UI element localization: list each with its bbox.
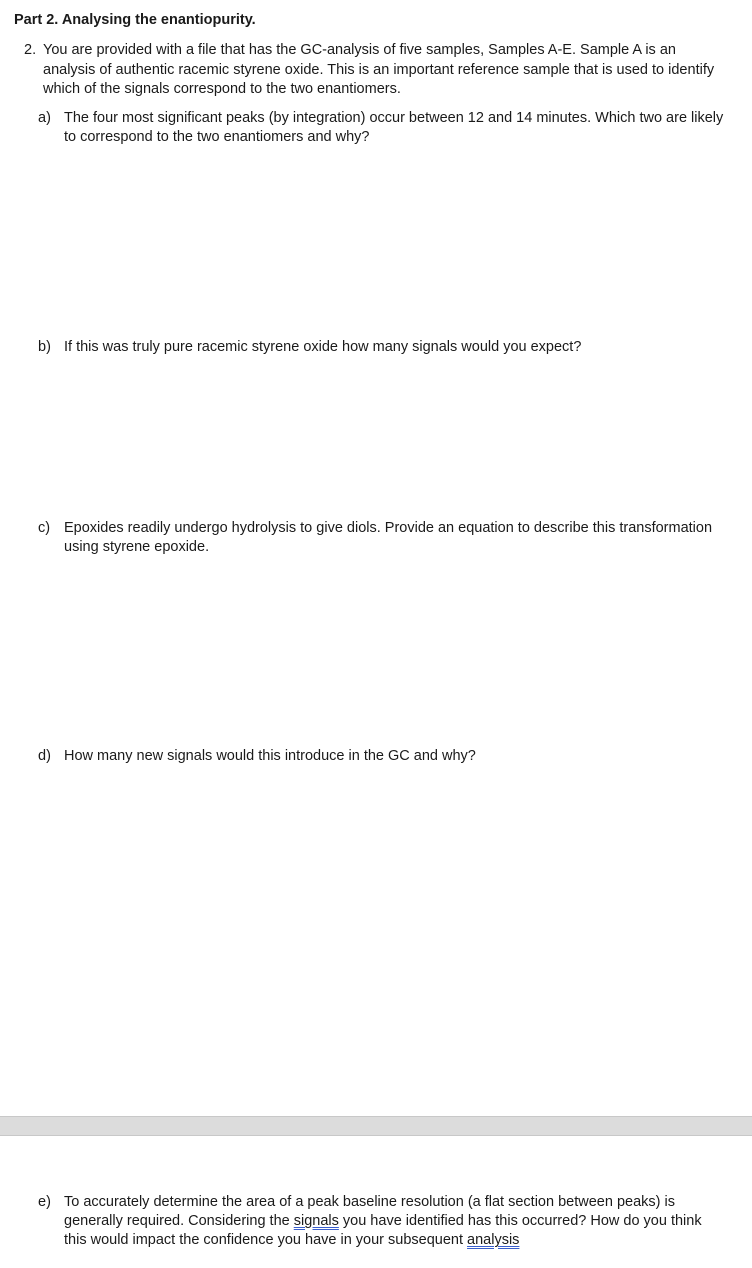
sub-question-text-part-1: To accurately determine the area of a peak baseline resolution (a flat section between peaks) is generally required. Considering the — [64, 1194, 675, 1229]
sub-question-b — [38, 338, 728, 357]
sub-question-text-part-2: you have identified has this occurred? How do you think this would impact the confidence you have in your subsequent — [64, 1213, 702, 1248]
sub-question-letter: b) — [38, 339, 51, 355]
sub-question-text — [64, 1193, 728, 1250]
sub-question-letter: c) — [38, 520, 51, 536]
question-text: You are provided with a file that has the GC-analysis of five samples, Samples A-E. Sample A is an analysis of authentic racemic styrene oxide. This is an important reference sample that is used to identify which of the signals correspond to the two enantiomers. — [43, 42, 715, 97]
sub-question-letter: e) — [38, 1194, 51, 1210]
sub-question-c — [38, 519, 728, 557]
question-number: 2. — [24, 42, 37, 58]
sub-question-a — [38, 109, 728, 147]
sub-question-text: Epoxides readily undergo hydrolysis to give diols. Provide an equation to describe this transformation using styrene epoxide. — [64, 520, 713, 555]
sub-question-text: If this was truly pure racemic styrene oxide how many signals would you expect? — [64, 339, 582, 355]
sub-question-letter: a) — [38, 110, 51, 126]
sub-question-text: The four most significant peaks (by integration) occur between 12 and 14 minutes. Which two are likely to correspond to the two enantiomers and why? — [64, 110, 724, 145]
page-break-divider — [0, 1116, 752, 1136]
sub-question-d — [38, 747, 728, 766]
spellcheck-word-signals[interactable]: signals — [293, 1213, 339, 1229]
sub-question-e — [38, 1193, 728, 1250]
sub-question-letter: d) — [38, 748, 51, 764]
sub-question-text: How many new signals would this introduce in the GC and why? — [64, 748, 476, 764]
spellcheck-word-analysis[interactable]: analysis — [467, 1232, 520, 1248]
section-heading: Part 2. Analysing the enantiopurity. — [14, 12, 256, 28]
question-2 — [24, 41, 724, 100]
